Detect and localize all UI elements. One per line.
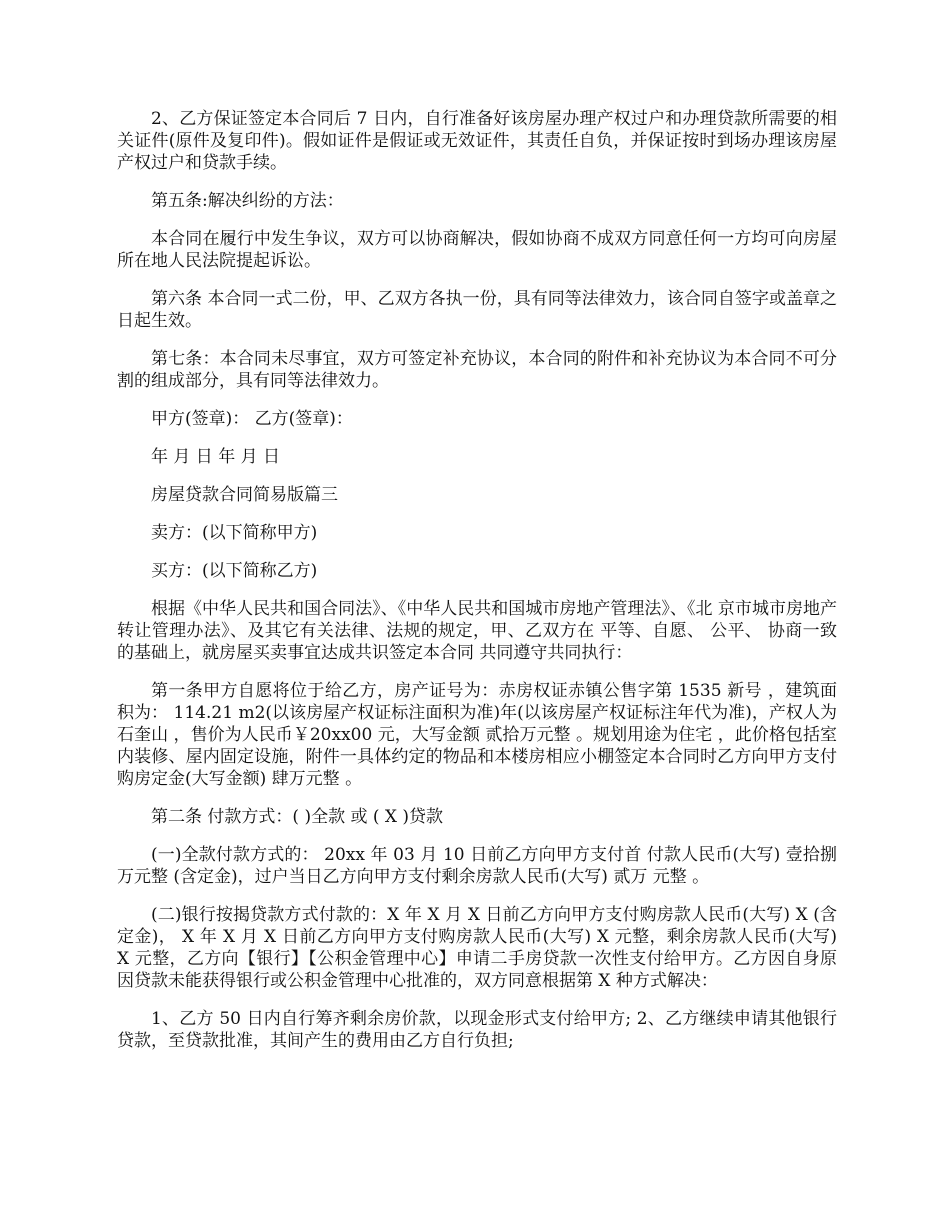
paragraph-mortgage-payment: (二)银行按揭贷款方式付款的：X 年 X 月 X 日前乙方向甲方支付购房款人民币(大写) X (含定金)， X 年 X 月 X 日前乙方向甲方支付购房款人民币(大写) X 元整，剩余房款人民币(大写) X 元整，乙方向【银行】【公积金管理中心】申请二手房贷款一次性支付给甲方。乙方因自身原因贷款未能获得银行或公积金管理中心批准的，双方同意根据第 X 种方式解决： bbox=[117, 905, 837, 991]
paragraph-article-2-payment: 第二条 付款方式：( )全款 或 ( X )贷款 bbox=[151, 807, 444, 827]
paragraph-clause-2-certificates: 2、乙方保证签定本合同后 7 日内，自行准备好该房屋办理产权过户和办理贷款所需要的相关证件(原件及复印件)。假如证件是假证或无效证件，其责任自负，并保证按时到场办理该房屋产权过户和贷款手续。 bbox=[117, 109, 837, 173]
paragraph-article-7: 第七条：本合同未尽事宜，双方可签定补充协议，本合同的附件和补充协议为本合同不可分割的组成部分，具有同等法律效力。 bbox=[117, 349, 837, 391]
paragraph-buyer: 买方：(以下简称乙方) bbox=[151, 561, 318, 581]
paragraph-article-5-heading: 第五条:解决纠纷的方法： bbox=[151, 191, 344, 211]
paragraph-legal-basis: 根据《中华人民共和国合同法》、《中华人民共和国城市房地产管理法》、《北 京市城市房地产转让管理办法》、及其它有关法律、法规的规定，甲、乙双方在 平等、自愿、 公平、 协商一致的基础上，就房屋买卖事宜达成共识签定本合同 共同遵守共同执行： bbox=[117, 599, 837, 663]
paragraph-full-payment: (一)全款付款方式的： 20xx 年 03 月 10 日前乙方向甲方支付首 付款人民币(大写) 壹拾捌万元整 (含定金)，过户当日乙方向甲方支付剩余房款人民币(大写) 贰万 元整 。 bbox=[117, 845, 837, 887]
document-body bbox=[117, 108, 837, 1068]
paragraph-dispute-resolution: 本合同在履行中发生争议，双方可以协商解决，假如协商不成双方同意任何一方均可向房屋所在地人民法院提起诉讼。 bbox=[117, 229, 837, 271]
paragraph-article-1: 第一条甲方自愿将位于给乙方，房产证号为：赤房权证赤镇公售字第 1535 新号 ，建筑面积为： 114.21 m2(以该房屋产权证标注面积为准)年(以该房屋产权证标注年代为准)，产权人为 石奎山 ，售价为人民币￥20xx00 元，大写金额 贰拾万元整 。规划用途为住宅 ，此价格包括室内装修、屋内固定设施，附件一具体约定的物品和本楼房相应小棚签定本合同时乙方向甲方支付购房定金(大写金额) 肆万元整 。 bbox=[117, 681, 837, 789]
paragraph-seller: 卖方：(以下简称甲方) bbox=[151, 523, 318, 543]
paragraph-signature-dates: 年 月 日 年 月 日 bbox=[151, 447, 281, 467]
paragraph-resolution-options: 1、乙方 50 日内自行筹齐剩余房价款，以现金形式支付给甲方; 2、乙方继续申请其他银行贷款，至贷款批准，其间产生的费用由乙方自行负担; bbox=[117, 1009, 837, 1051]
section-title: 房屋贷款合同简易版篇三 bbox=[151, 485, 338, 505]
paragraph-article-6: 第六条 本合同一式二份，甲、乙双方各执一份，具有同等法律效力，该合同自签字或盖章之日起生效。 bbox=[117, 289, 837, 331]
paragraph-signatures: 甲方(签章)： 乙方(签章)： bbox=[151, 409, 353, 429]
